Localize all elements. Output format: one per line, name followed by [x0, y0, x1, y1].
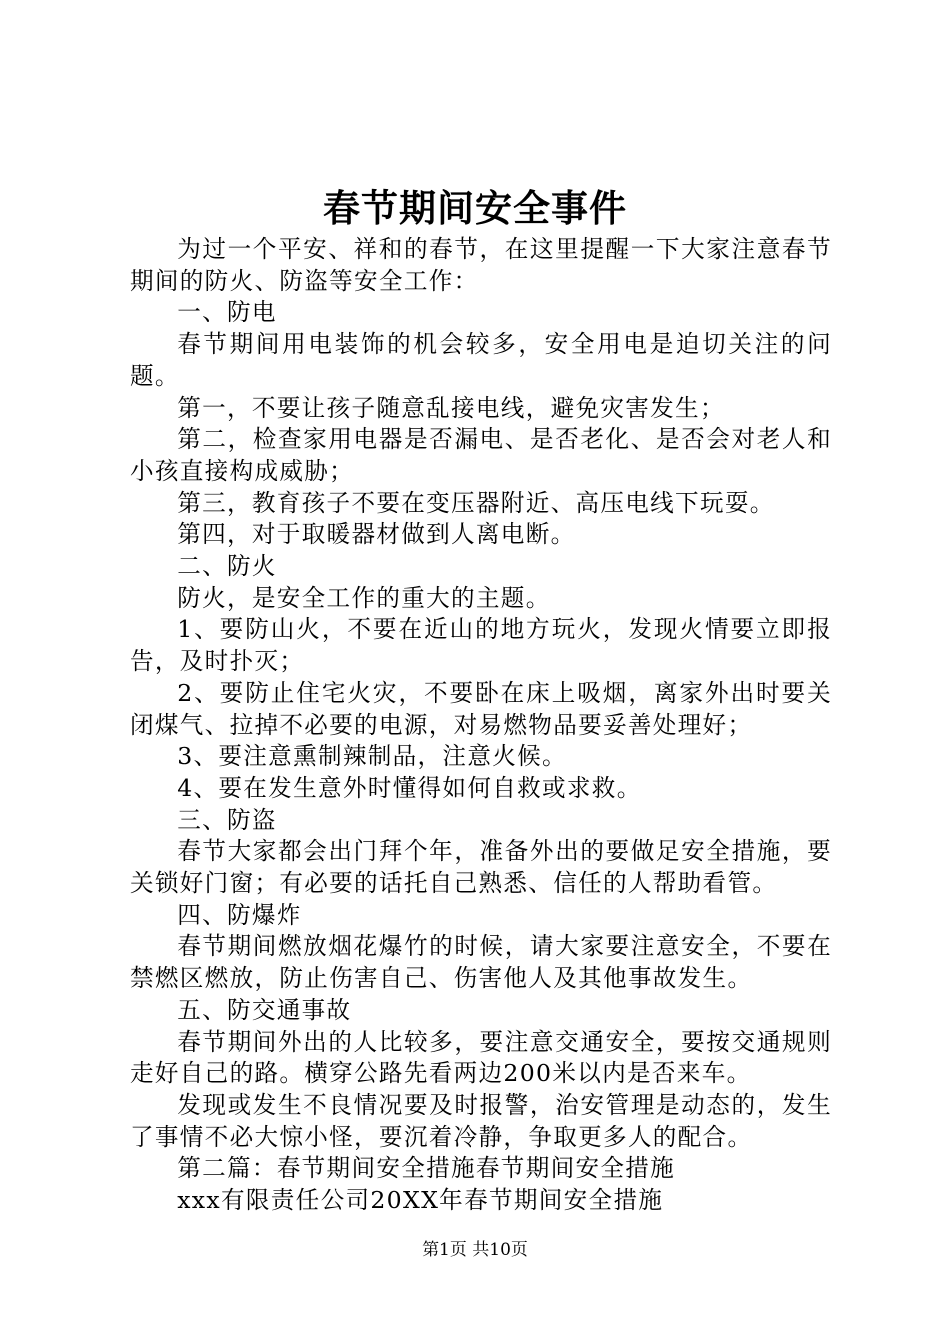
paragraph: 2、要防止住宅火灾，不要卧在床上吸烟，离家外出时要关闭煤气、拉掉不必要的电源，对易燃物品要妥善处理好；	[130, 678, 832, 739]
section-heading: 三、防盗	[177, 805, 277, 834]
paragraph: 防火，是安全工作的重大的主题。	[177, 583, 551, 612]
section-heading: 一、防电	[177, 298, 277, 327]
document-body	[130, 234, 832, 1217]
paragraph: 第一，不要让孩子随意乱接电线，避免灾害发生；	[177, 393, 725, 422]
paragraph: 1、要防山火，不要在近山的地方玩火，发现火情要立即报告，及时扑灭；	[130, 615, 832, 676]
paragraph: 3、要注意熏制辣制品，注意火候。	[177, 742, 567, 771]
paragraph: 4、要在发生意外时懂得如何自救或求救。	[177, 773, 642, 802]
section-heading: 四、防爆炸	[177, 900, 302, 929]
section-heading: 二、防火	[177, 552, 277, 581]
section-heading: 五、防交通事故	[177, 995, 352, 1024]
document-title: 春节期间安全事件	[323, 186, 627, 230]
paragraph: 春节期间外出的人比较多，要注意交通安全，要按交通规则走好自己的路。横穿公路先看两边200米以内是否来车。	[130, 1027, 832, 1088]
paragraph: xxx有限责任公司20XX年春节期间安全措施	[177, 1186, 664, 1215]
paragraph: 春节大家都会出门拜个年，准备外出的要做足安全措施，要关锁好门窗；有必要的话托自己熟悉、信任的人帮助看管。	[130, 837, 832, 898]
paragraph: 为过一个平安、祥和的春节，在这里提醒一下大家注意春节期间的防火、防盗等安全工作：	[130, 235, 832, 295]
paragraph: 第三，教育孩子不要在变压器附近、高压电线下玩耍。	[177, 488, 775, 517]
paragraph: 春节期间燃放烟花爆竹的时候，请大家要注意安全，不要在禁燃区燃放，防止伤害自己、伤害他人及其他事故发生。	[130, 932, 832, 993]
paragraph: 第四，对于取暖器材做到人离电断。	[177, 520, 576, 549]
paragraph: 发现或发生不良情况要及时报警，治安管理是动态的，发生了事情不必大惊小怪，要沉着冷静，争取更多人的配合。	[130, 1090, 832, 1151]
paragraph: 春节期间用电装饰的机会较多，安全用电是迫切关注的问题。	[130, 330, 832, 390]
paragraph: 第二篇：春节期间安全措施春节期间安全措施	[177, 1154, 676, 1183]
paragraph: 第二，检查家用电器是否漏电、是否老化、是否会对老人和小孩直接构成威胁；	[130, 425, 832, 485]
page-number-footer: 第1页 共10页	[422, 1240, 528, 1260]
